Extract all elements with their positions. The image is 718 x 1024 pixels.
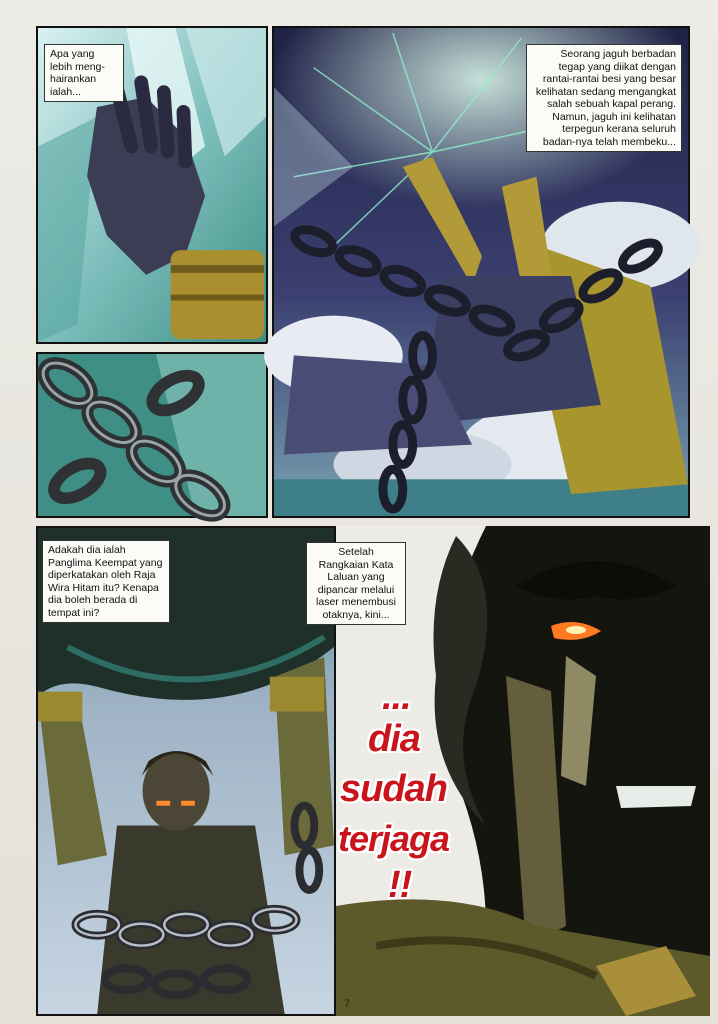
shout-word-terjaga: terjaga <box>338 818 450 859</box>
panel-chains <box>36 352 268 518</box>
shout-ellipsis: ... <box>382 676 411 718</box>
shout-exclaim: !! <box>388 864 412 906</box>
panel-awakening-body <box>36 526 336 1016</box>
caption-3: Adakah dia ialah Panglima Keempat yang diperkatakan oleh Raja Wira Hitam itu? Kenapa dia boleh berada di tempat ini? <box>42 540 170 623</box>
chain-closeup-art <box>38 354 266 516</box>
shout-word-sudah: sudah <box>340 768 447 810</box>
panel-frozen-hand <box>36 26 268 344</box>
shout-word-dia: dia <box>368 718 420 760</box>
page-number: 7 <box>344 998 351 1010</box>
caption-4: Setelah Rangkaian Kata Laluan yang dipancar melalui laser menembusi otaknya, kini... <box>306 542 406 625</box>
panel-chained-hero <box>272 26 690 518</box>
caption-2: Seorang jaguh berbadan tegap yang diikat dengan rantai-rantai besi yang besar kelihatan sedang mengangkat salah sebuah kapal perang. Namun, jaguh ini kelihatan terpegun kerana seluruh badan-nya telah membeku... <box>526 44 682 152</box>
caption-1: Apa yang lebih meng-hairankan ialah... <box>44 44 124 102</box>
